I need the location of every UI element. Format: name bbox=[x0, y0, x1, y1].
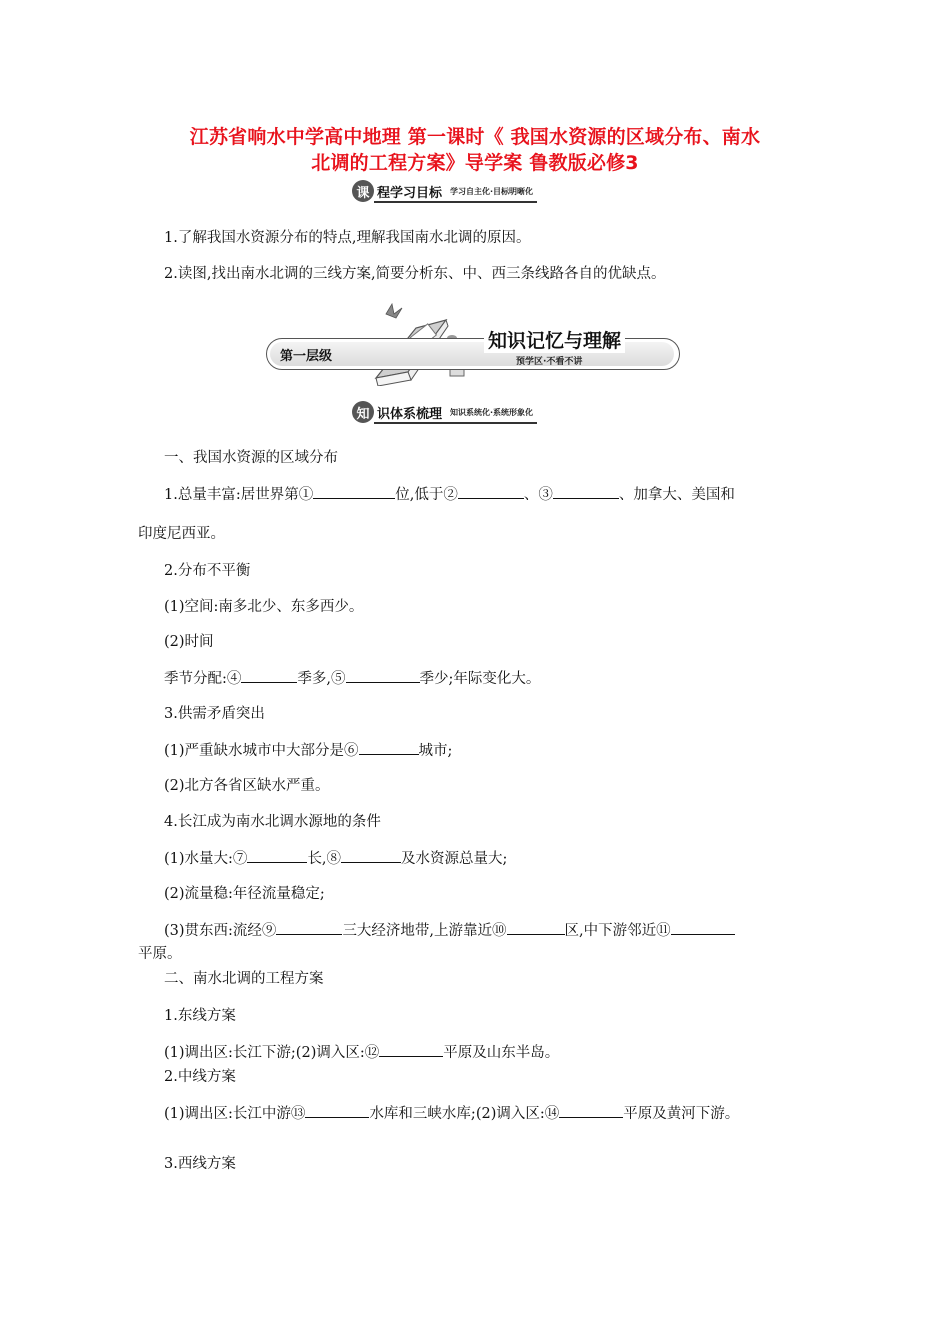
e1-text-b: 平原及山东半岛。 bbox=[443, 1045, 560, 1061]
section1-heading: 一、我国水资源的区域分布 bbox=[164, 450, 338, 466]
s4c-text-b: 三大经济地带,上游靠近⑩ bbox=[342, 923, 507, 939]
level-big-title: 知识记忆与理解 bbox=[484, 326, 625, 353]
s2-heading: 2.分布不平衡 bbox=[164, 563, 251, 579]
banner-sub-text: 知识系统化·系统形象化 bbox=[450, 407, 534, 417]
banner-main-text: 程学习目标 bbox=[377, 185, 443, 201]
banner-circle-char: 课 bbox=[352, 180, 374, 202]
s4a-text-c: 及水资源总量大; bbox=[401, 851, 508, 867]
section2-heading: 二、南水北调的工程方案 bbox=[164, 971, 324, 987]
blank-5 bbox=[346, 668, 420, 683]
blank-14 bbox=[559, 1103, 623, 1118]
s4a-text-b: 长,⑧ bbox=[307, 851, 342, 867]
s1-text-a: 1.总量丰富:居世界第① bbox=[164, 487, 314, 503]
s4b-line: (2)流量稳:年径流量稳定; bbox=[164, 886, 325, 902]
s4c-line-cont: 平原。 bbox=[138, 946, 182, 962]
middle-route-line bbox=[164, 1103, 739, 1124]
m1-text-b: 水库和三峡水库;(2)调入区:⑭ bbox=[369, 1106, 560, 1122]
blank-4 bbox=[241, 668, 297, 683]
blank-13 bbox=[305, 1103, 369, 1118]
s4a-text-a: (1)水量大:⑦ bbox=[164, 851, 248, 867]
s4a-line bbox=[164, 848, 507, 869]
level-subtitle: 预学区·不看不讲 bbox=[516, 357, 583, 367]
blank-8 bbox=[341, 848, 401, 863]
west-route-heading: 3.西线方案 bbox=[164, 1156, 236, 1172]
document-title bbox=[120, 124, 830, 176]
blank-6 bbox=[359, 740, 419, 755]
banner-main-text: 识体系梳理 bbox=[377, 406, 443, 422]
banner-sub-text: 学习自主化·目标明晰化 bbox=[450, 186, 534, 196]
s3a-text-a: (1)严重缺水城市中大部分是⑥ bbox=[164, 743, 359, 759]
s1-line-cont: 印度尼西亚。 bbox=[138, 526, 225, 542]
s4-heading: 4.长江成为南水北调水源地的条件 bbox=[164, 814, 381, 830]
title-line-2: 北调的工程方案》导学案 鲁教版必修3 bbox=[311, 152, 639, 174]
s1-text-b: 位,低于② bbox=[395, 487, 458, 503]
blank-9 bbox=[276, 920, 342, 935]
s3-heading: 3.供需矛盾突出 bbox=[164, 706, 265, 722]
blank-1 bbox=[313, 484, 395, 499]
blank-11 bbox=[671, 920, 735, 935]
s2c-text-b: 季多,⑤ bbox=[297, 671, 346, 687]
level-label: 第一层级 bbox=[280, 349, 333, 364]
s2c-text-c: 季少;年际变化大。 bbox=[419, 671, 541, 687]
blank-7 bbox=[247, 848, 307, 863]
learning-goals-banner bbox=[352, 178, 533, 204]
objective-2: 2.读图,找出南水北调的三线方案,简要分析东、中、西三条线路各自的优缺点。 bbox=[164, 266, 666, 282]
s3a-text-b: 城市; bbox=[418, 743, 453, 759]
s3a-line bbox=[164, 740, 452, 761]
middle-route-heading: 2.中线方案 bbox=[164, 1069, 236, 1085]
s2b-line: (2)时间 bbox=[164, 634, 214, 650]
m1-text-a: (1)调出区:长江中游⑬ bbox=[164, 1106, 306, 1122]
e1-text-a: (1)调出区:长江下游;(2)调入区:⑫ bbox=[164, 1045, 380, 1061]
east-route-heading: 1.东线方案 bbox=[164, 1008, 236, 1024]
s2c-text-a: 季节分配:④ bbox=[164, 671, 242, 687]
knowledge-system-banner bbox=[352, 399, 533, 425]
east-route-line bbox=[164, 1042, 559, 1063]
title-line-1: 江苏省响水中学高中地理 第一课时《 我国水资源的区域分布、南水 bbox=[189, 126, 761, 148]
blank-10 bbox=[507, 920, 565, 935]
banner-underline bbox=[374, 201, 537, 203]
banner-underline bbox=[374, 422, 537, 424]
blank-3 bbox=[553, 484, 619, 499]
blank-12 bbox=[379, 1042, 443, 1057]
objective-1: 1.了解我国水资源分布的特点,理解我国南水北调的原因。 bbox=[164, 230, 531, 246]
blank-2 bbox=[458, 484, 524, 499]
s1-text-c: 、③ bbox=[523, 487, 553, 503]
s2c-line bbox=[164, 668, 540, 689]
s4c-line bbox=[164, 920, 735, 941]
first-level-banner bbox=[266, 300, 686, 390]
s4c-text-c: 区,中下游邻近⑪ bbox=[564, 923, 671, 939]
s4c-text-a: (3)贯东西:流经⑨ bbox=[164, 923, 277, 939]
s1-line bbox=[164, 484, 735, 505]
s1-text-d: 、加拿大、美国和 bbox=[618, 487, 735, 503]
banner-circle-char: 知 bbox=[352, 401, 374, 423]
s2a-line: (1)空间:南多北少、东多西少。 bbox=[164, 599, 364, 615]
s3b-line: (2)北方各省区缺水严重。 bbox=[164, 778, 330, 794]
m1-text-c: 平原及黄河下游。 bbox=[623, 1106, 740, 1122]
